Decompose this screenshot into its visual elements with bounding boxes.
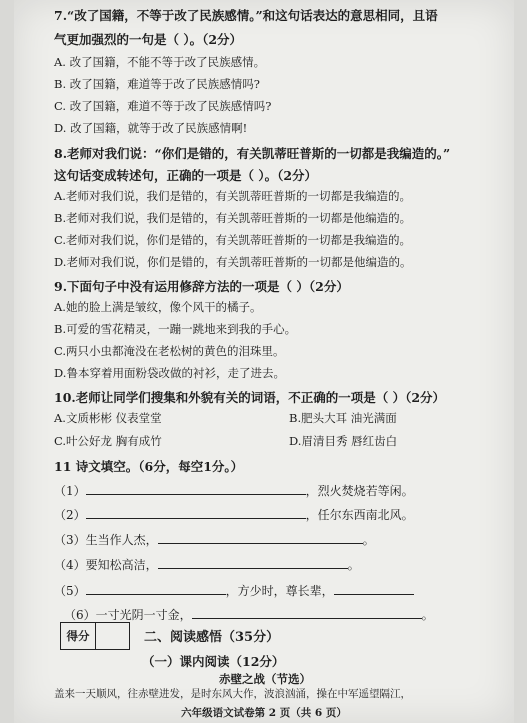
q11-item-4-prefix: （4）要知松高洁， [54, 558, 158, 572]
q11-item-4-blank[interactable] [158, 556, 348, 569]
q7-option-b: B. 改了国籍，难道等于改了民族感情吗? [54, 77, 260, 91]
q10-option-a: A.文质彬彬 仪表堂堂 [54, 411, 162, 425]
subsection-title: （一）课内阅读（12分） [142, 654, 285, 669]
q8-line1: 8.老师对我们说：“你们是错的，有关凯蒂旺普斯的一切都是我编造的。” [54, 146, 451, 161]
q10-line1: 10.老师让同学们搜集和外貌有关的词语，不正确的一项是（ ）（2分） [54, 390, 446, 405]
q11-item-4 [54, 556, 360, 573]
q11-item-6-blank[interactable] [192, 606, 422, 619]
q11-item-3-suffix: 。 [362, 533, 375, 547]
q11-item-5-suffix: ，方少时，尊长辈， [225, 584, 334, 598]
q9-option-c: C.两只小虫都淹没在老松树的黄色的泪珠里。 [54, 344, 285, 358]
exam-page [14, 0, 514, 723]
q10-option-b: B.肥头大耳 油光满面 [289, 411, 397, 425]
q7-option-a: A. 改了国籍，不能不等于改了民族感情。 [54, 55, 266, 69]
q8-line2: 这句话变成转述句，正确的一项是（ ）。（2分） [54, 168, 318, 183]
q11-item-3-prefix: （3）生当作人杰， [54, 533, 158, 547]
q8-option-d: D.老师对我们说，你们是错的，有关凯蒂旺普斯的一切都是他编造的。 [54, 255, 412, 269]
q11-item-1-prefix: （1） [54, 484, 86, 498]
passage-title: 赤壁之战（节选） [219, 672, 311, 686]
passage-text: 盖来一天顺风，往赤壁进发，是时东风大作，波浪汹涌，操在中军遥望隔江， [54, 688, 411, 700]
q11-item-1 [54, 482, 414, 499]
q11-item-2 [54, 506, 414, 523]
q11-item-6 [64, 606, 434, 623]
q7-line2: 气更加强烈的一句是（ ）。（2分） [54, 32, 243, 47]
q9-option-b: B.可爱的雪花精灵，一蹦一跳地来到我的手心。 [54, 322, 297, 336]
q11-item-5-blank-2[interactable] [334, 582, 414, 595]
q11-item-6-suffix: 。 [421, 608, 434, 622]
q8-option-c: C.老师对我们说，你们是错的，有关凯蒂旺普斯的一切都是我编造的。 [54, 233, 412, 247]
q11-item-1-blank[interactable] [86, 482, 306, 495]
q8-option-a: A.老师对我们说，我们是错的，有关凯蒂旺普斯的一切都是我编造的。 [54, 189, 411, 203]
q9-line1: 9.下面句子中没有运用修辞方法的一项是（ ）（2分） [54, 279, 349, 294]
q7-option-d: D. 改了国籍，就等于改了民族感情啊! [54, 121, 248, 135]
q11-item-2-prefix: （2） [54, 508, 86, 522]
q11-title: 11 诗文填空。（6分，每空1分。） [54, 459, 244, 474]
q11-item-6-prefix: （6）一寸光阴一寸金， [64, 608, 192, 622]
q11-item-3 [54, 531, 375, 548]
q9-option-d: D.鲁本穿着用面粉袋改做的衬衫，走了进去。 [54, 366, 285, 380]
q11-item-5 [54, 582, 414, 599]
q11-item-1-suffix: ，烈火焚烧若等闲。 [305, 484, 414, 498]
q11-item-5-prefix: （5） [54, 584, 86, 598]
q7-option-c: C. 改了国籍，难道不等于改了民族感情吗? [54, 99, 272, 113]
q7-line1: 7.“改了国籍，不等于改了民族感情。”和这句话表达的意思相同，且语 [54, 8, 438, 23]
section-title: 二、阅读感悟（35分） [144, 630, 280, 645]
q11-item-2-blank[interactable] [86, 506, 306, 519]
q11-item-3-blank[interactable] [158, 531, 363, 544]
score-entry[interactable] [96, 623, 129, 649]
q10-option-d: D.眉清目秀 唇红齿白 [289, 434, 398, 448]
score-box [60, 622, 130, 650]
score-label: 得分 [61, 623, 96, 649]
q10-option-c: C.叶公好龙 胸有成竹 [54, 434, 162, 448]
q11-item-5-blank[interactable] [86, 582, 226, 595]
q9-option-a: A.她的脸上满是皱纹，像个风干的橘子。 [54, 300, 262, 314]
q11-item-4-suffix: 。 [347, 558, 360, 572]
q11-item-2-suffix: ，任尔东西南北风。 [305, 508, 414, 522]
q8-option-b: B.老师对我们说，我们是错的，有关凯蒂旺普斯的一切都是他编造的。 [54, 211, 412, 225]
page-footer: 六年级语文试卷第 2 页（共 6 页） [181, 707, 347, 719]
